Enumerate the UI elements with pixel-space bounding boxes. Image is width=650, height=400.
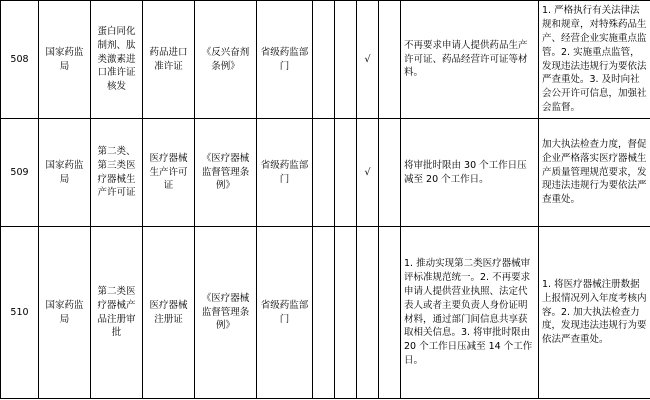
certificate-name: 医疗器械生产许可证 <box>143 119 195 227</box>
mark-cell-3: √ <box>357 1 379 119</box>
legal-basis: 《医疗器械监督管理条例》 <box>195 119 257 227</box>
implementing-organization: 国家药监局 <box>39 227 91 399</box>
implementing-organization: 国家药监局 <box>39 119 91 227</box>
mark-cell-2 <box>335 119 357 227</box>
matter-name: 第二类医疗器械产品注册审批 <box>91 227 143 399</box>
table-body <box>1 1 650 399</box>
mark-cell-3 <box>357 227 379 399</box>
reform-measure: 1. 推动实现第二类医疗器械审评标准规范统一。2. 不再要求申请人提供营业执照、法定代表人或者主要负责人身份证明材料，通过部门间信息共享获取相关信息。3. 将审批时限由 20 个工作日压减至 14 个工作日。 <box>401 227 539 399</box>
mark-cell-1 <box>313 1 335 119</box>
mark-cell-4 <box>379 119 401 227</box>
supervision-measure: 1. 严格执行有关法律法规和规章，对特殊药品生产、经营企业实施重点监管。2. 实施重点监管，发现违法违规行为要依法严查重处。3. 及时向社会公开许可信息，加强社会监督。 <box>539 1 650 119</box>
legal-basis: 《医疗器械监督管理条例》 <box>195 227 257 399</box>
supervision-measure: 加大执法检查力度，督促企业严格落实医疗器械生产质量管理规范要求，发现违法违规行为要依法严查重处。 <box>539 119 650 227</box>
matter-name: 第二类、第三类医疗器械生产许可证 <box>91 119 143 227</box>
table-row <box>1 227 650 399</box>
approval-department: 省级药监部门 <box>257 1 313 119</box>
mark-cell-2 <box>335 227 357 399</box>
matter-name: 蛋白同化制剂、肽类激素进口准许证核发 <box>91 1 143 119</box>
mark-cell-3: √ <box>357 119 379 227</box>
legal-basis: 《反兴奋剂条例》 <box>195 1 257 119</box>
mark-cell-2 <box>335 1 357 119</box>
approval-department: 省级药监部门 <box>257 119 313 227</box>
mark-cell-4 <box>379 227 401 399</box>
row-number: 510 <box>1 227 39 399</box>
implementing-organization: 国家药监局 <box>39 1 91 119</box>
mark-cell-1 <box>313 227 335 399</box>
certificate-name: 医疗器械注册证 <box>143 227 195 399</box>
supervision-measure: 1. 将医疗器械注册数据上报情况列入年度考核内容。2. 加大执法检查力度，发现违法违规行为要依法严查重处。 <box>539 227 650 399</box>
row-number: 508 <box>1 1 39 119</box>
certificate-name: 药品进口准许证 <box>143 1 195 119</box>
reform-measure: 将审批时限由 30 个工作日压减至 20 个工作日。 <box>401 119 539 227</box>
row-number: 509 <box>1 119 39 227</box>
mark-cell-1 <box>313 119 335 227</box>
mark-cell-4 <box>379 1 401 119</box>
table-row <box>1 1 650 119</box>
reform-measure: 不再要求申请人提供药品生产许可证、药品经营许可证等材料。 <box>401 1 539 119</box>
approval-department: 省级药监部门 <box>257 227 313 399</box>
table-row <box>1 119 650 227</box>
